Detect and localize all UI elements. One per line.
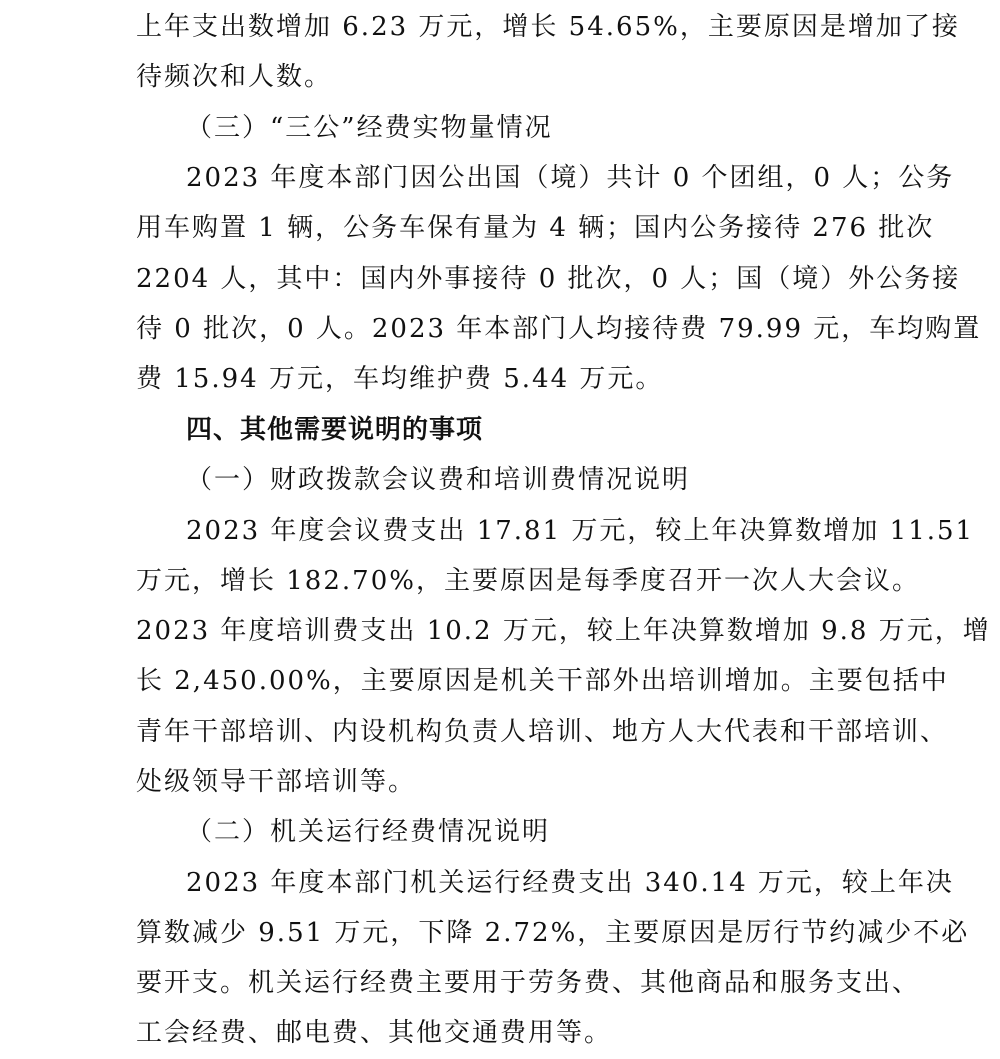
paragraph-line: 算数减少 9.51 万元，下降 2.72%，主要原因是厉行节约减少不必 — [136, 918, 970, 948]
paragraph-line: 2023 年度本部门因公出国（境）共计 0 个团组，0 人；公务 — [186, 163, 955, 193]
paragraph-line: 待频次和人数。 — [136, 62, 333, 92]
paragraph-line: 处级领导干部培训等。 — [136, 767, 417, 797]
paragraph-line: 待 0 批次，0 人。2023 年本部门人均接待费 79.99 元，车均购置 — [136, 314, 982, 344]
paragraph-line: 用车购置 1 辆，公务车保有量为 4 辆；国内公务接待 276 批次 — [136, 213, 935, 243]
paragraph-line: 要开支。机关运行经费主要用于劳务费、其他商品和服务支出、 — [136, 968, 921, 998]
subsection-heading: （一）财政拨款会议费和培训费情况说明 — [186, 465, 691, 495]
paragraph-line: 2023 年度培训费支出 10.2 万元，较上年决算数增加 9.8 万元，增 — [136, 616, 991, 646]
section-heading: 四、其他需要说明的事项 — [186, 415, 484, 445]
paragraph-line: 2204 人，其中：国内外事接待 0 批次，0 人；国（境）外公务接 — [136, 264, 961, 294]
paragraph-line: 万元，增长 182.70%，主要原因是每季度召开一次人大会议。 — [136, 566, 920, 596]
paragraph-line: 上年支出数增加 6.23 万元，增长 54.65%，主要原因是增加了接 — [136, 12, 960, 42]
paragraph-line: 2023 年度会议费支出 17.81 万元，较上年决算数增加 11.51 — [186, 516, 975, 546]
paragraph-line: 青年干部培训、内设机构负责人培训、地方人大代表和干部培训、 — [136, 717, 949, 747]
subsection-heading: （二）机关运行经费情况说明 — [186, 817, 551, 847]
paragraph-line: 长 2,450.00%，主要原因是机关干部外出培训增加。主要包括中 — [136, 666, 949, 696]
paragraph-line: 工会经费、邮电费、其他交通费用等。 — [136, 1018, 613, 1048]
paragraph-line: 费 15.94 万元，车均维护费 5.44 万元。 — [136, 364, 664, 394]
subsection-heading: （三）“三公”经费实物量情况 — [186, 113, 553, 143]
paragraph-line: 2023 年度本部门机关运行经费支出 340.14 万元，较上年决 — [186, 868, 954, 898]
